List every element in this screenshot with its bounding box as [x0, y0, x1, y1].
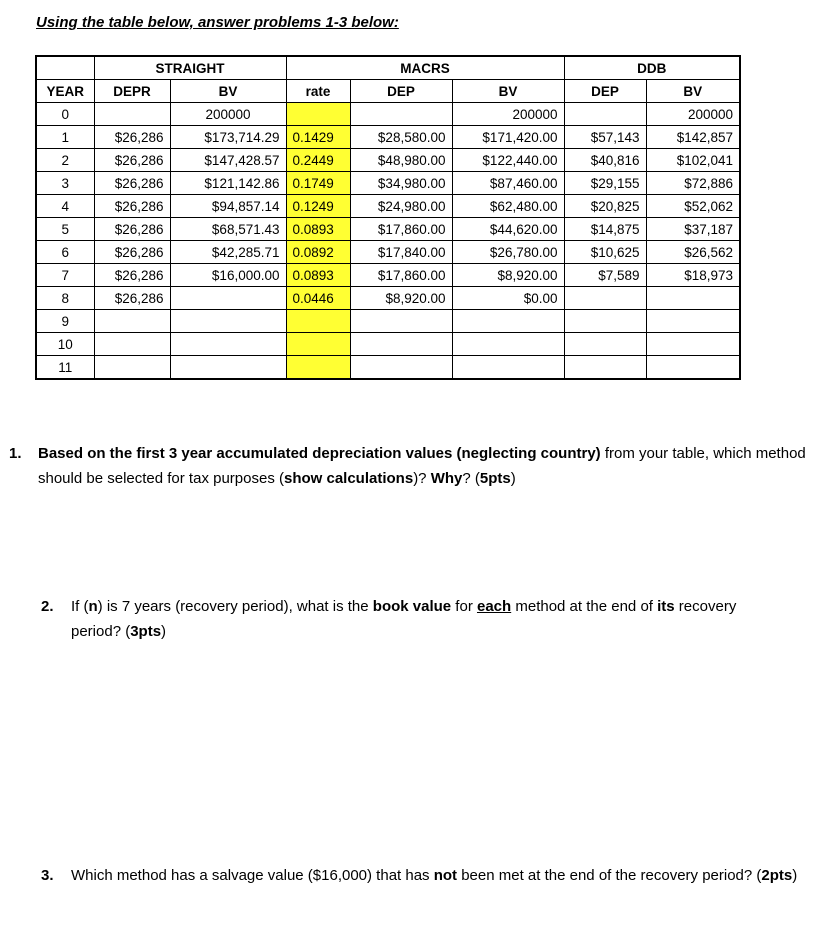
cell-ddb-dep: $10,625 — [564, 241, 646, 264]
question-2-run: ) is 7 years (recovery period), what is the — [97, 598, 373, 615]
cell-ddb-dep: $20,825 — [564, 195, 646, 218]
cell-macrs-bv: $122,440.00 — [452, 149, 564, 172]
cell-macrs-dep: $24,980.00 — [350, 195, 452, 218]
cell-macrs-rate — [286, 103, 350, 126]
cell-macrs-rate: 0.1429 — [286, 126, 350, 149]
cell-ddb-bv — [646, 333, 740, 356]
question-3-run: 2pts — [761, 867, 793, 884]
cell-macrs-dep — [350, 310, 452, 333]
cell-ddb-bv: $37,187 — [646, 218, 740, 241]
cell-year: 6 — [36, 241, 94, 264]
question-3-run: not — [433, 867, 458, 884]
cell-year: 0 — [36, 103, 94, 126]
cell-ddb-bv: 200000 — [646, 103, 740, 126]
question-1-run: ? ( — [462, 470, 480, 487]
header-straight-depr: DEPR — [94, 80, 170, 103]
cell-straight-depr: $26,286 — [94, 195, 170, 218]
question-1-run: )? — [413, 470, 431, 487]
cell-macrs-rate — [286, 310, 350, 333]
cell-macrs-rate: 0.0446 — [286, 287, 350, 310]
cell-straight-depr: $26,286 — [94, 241, 170, 264]
group-straight: STRAIGHT — [94, 56, 286, 80]
header-straight-bv: BV — [170, 80, 286, 103]
table-row — [36, 126, 740, 149]
header-ddb-bv: BV — [646, 80, 740, 103]
question-2-number: 2. — [41, 598, 54, 615]
table-row — [36, 310, 740, 333]
cell-macrs-rate: 0.1249 — [286, 195, 350, 218]
cell-year: 8 — [36, 287, 94, 310]
cell-macrs-bv: $171,420.00 — [452, 126, 564, 149]
cell-macrs-dep: $17,860.00 — [350, 218, 452, 241]
table-row — [36, 264, 740, 287]
header-year: YEAR — [36, 80, 94, 103]
cell-straight-bv — [170, 287, 286, 310]
group-macrs: MACRS — [286, 56, 564, 80]
cell-macrs-bv — [452, 310, 564, 333]
cell-ddb-bv: $102,041 — [646, 149, 740, 172]
cell-straight-bv — [170, 310, 286, 333]
question-2-run: book value — [372, 598, 452, 615]
question-3-number: 3. — [41, 867, 54, 884]
question-2-run: its — [657, 598, 675, 615]
question-3 — [41, 863, 801, 888]
question-3-run: Which method has a salvage value ($16,000) that has — [71, 867, 434, 884]
cell-year: 5 — [36, 218, 94, 241]
cell-macrs-bv: $87,460.00 — [452, 172, 564, 195]
question-2-run: 3pts — [130, 623, 162, 640]
cell-macrs-dep — [350, 333, 452, 356]
question-1-run: from your table, which method should be selected for tax purposes ( — [38, 445, 806, 487]
cell-year: 11 — [36, 356, 94, 380]
cell-straight-bv — [170, 356, 286, 380]
header-macrs-rate: rate — [286, 80, 350, 103]
cell-ddb-bv: $72,886 — [646, 172, 740, 195]
cell-straight-depr: $26,286 — [94, 287, 170, 310]
question-2-run: ) — [161, 623, 167, 640]
cell-year: 1 — [36, 126, 94, 149]
table-row — [36, 333, 740, 356]
header-macrs-dep: DEP — [350, 80, 452, 103]
cell-straight-depr: $26,286 — [94, 218, 170, 241]
cell-straight-depr: $26,286 — [94, 264, 170, 287]
cell-straight-bv: $94,857.14 — [170, 195, 286, 218]
cell-straight-depr — [94, 333, 170, 356]
cell-year: 9 — [36, 310, 94, 333]
group-ddb: DDB — [564, 56, 740, 80]
cell-ddb-dep — [564, 356, 646, 380]
cell-straight-bv — [170, 333, 286, 356]
question-1-run: 5pts — [479, 470, 511, 487]
cell-straight-depr — [94, 103, 170, 126]
cell-straight-depr: $26,286 — [94, 172, 170, 195]
question-2-run: If ( — [71, 598, 89, 615]
cell-macrs-dep: $28,580.00 — [350, 126, 452, 149]
question-2-run: for — [451, 598, 477, 615]
cell-macrs-bv: $44,620.00 — [452, 218, 564, 241]
cell-straight-bv: $16,000.00 — [170, 264, 286, 287]
cell-macrs-dep — [350, 356, 452, 380]
question-3-run: ) — [792, 867, 798, 884]
question-1-text — [9, 441, 809, 491]
cell-ddb-dep: $40,816 — [564, 149, 646, 172]
instruction-heading: Using the table below, answer problems 1-3 below: — [36, 14, 399, 31]
cell-ddb-bv: $18,973 — [646, 264, 740, 287]
cell-year: 7 — [36, 264, 94, 287]
cell-macrs-dep: $17,860.00 — [350, 264, 452, 287]
question-3-text — [41, 863, 801, 888]
cell-ddb-bv: $52,062 — [646, 195, 740, 218]
table-row — [36, 218, 740, 241]
cell-year: 2 — [36, 149, 94, 172]
cell-macrs-bv — [452, 356, 564, 380]
cell-ddb-bv — [646, 356, 740, 380]
cell-ddb-dep — [564, 310, 646, 333]
cell-ddb-dep — [564, 103, 646, 126]
cell-straight-bv: $68,571.43 — [170, 218, 286, 241]
cell-macrs-dep: $17,840.00 — [350, 241, 452, 264]
question-2-run: recovery period? ( — [71, 598, 737, 640]
cell-straight-depr: $26,286 — [94, 126, 170, 149]
cell-ddb-dep: $7,589 — [564, 264, 646, 287]
cell-straight-bv: $147,428.57 — [170, 149, 286, 172]
cell-ddb-dep — [564, 333, 646, 356]
question-2-underlined-run: each — [476, 598, 512, 615]
cell-straight-bv: 200000 — [170, 103, 286, 126]
cell-macrs-dep: $48,980.00 — [350, 149, 452, 172]
cell-macrs-bv: $62,480.00 — [452, 195, 564, 218]
question-1-number: 1. — [9, 445, 22, 462]
table-row — [36, 356, 740, 380]
cell-ddb-bv — [646, 287, 740, 310]
column-header-row — [36, 80, 740, 103]
cell-straight-bv: $173,714.29 — [170, 126, 286, 149]
cell-ddb-bv — [646, 310, 740, 333]
question-2-run: method at the end of — [511, 598, 658, 615]
cell-macrs-dep: $8,920.00 — [350, 287, 452, 310]
cell-macrs-rate — [286, 356, 350, 380]
cell-macrs-bv: $0.00 — [452, 287, 564, 310]
cell-straight-depr — [94, 356, 170, 380]
cell-macrs-rate: 0.0893 — [286, 218, 350, 241]
cell-ddb-bv: $26,562 — [646, 241, 740, 264]
table-row — [36, 241, 740, 264]
cell-macrs-rate: 0.0892 — [286, 241, 350, 264]
cell-ddb-bv: $142,857 — [646, 126, 740, 149]
question-1-run: ) — [510, 470, 516, 487]
question-1-run: Based on the first 3 year accumulated depreciation values (neglecting country) — [38, 445, 601, 462]
depreciation-table — [35, 55, 741, 380]
cell-macrs-dep — [350, 103, 452, 126]
cell-straight-depr — [94, 310, 170, 333]
cell-macrs-bv: 200000 — [452, 103, 564, 126]
question-2-run: n — [88, 598, 98, 615]
table-row — [36, 149, 740, 172]
cell-macrs-dep: $34,980.00 — [350, 172, 452, 195]
cell-straight-bv: $42,285.71 — [170, 241, 286, 264]
question-2-run — [477, 598, 511, 615]
cell-macrs-rate: 0.2449 — [286, 149, 350, 172]
cell-year: 4 — [36, 195, 94, 218]
table-row — [36, 103, 740, 126]
cell-ddb-dep: $14,875 — [564, 218, 646, 241]
header-ddb-dep: DEP — [564, 80, 646, 103]
cell-straight-depr: $26,286 — [94, 149, 170, 172]
question-1-run: Why — [430, 470, 463, 487]
cell-macrs-rate — [286, 333, 350, 356]
table-row — [36, 287, 740, 310]
group-header-row — [36, 56, 740, 80]
cell-macrs-rate: 0.1749 — [286, 172, 350, 195]
cell-ddb-dep: $29,155 — [564, 172, 646, 195]
cell-straight-bv: $121,142.86 — [170, 172, 286, 195]
cell-ddb-dep — [564, 287, 646, 310]
cell-year: 10 — [36, 333, 94, 356]
question-3-run: been met at the end of the recovery period? ( — [457, 867, 762, 884]
question-1-run: show calculations — [283, 470, 414, 487]
table-row — [36, 195, 740, 218]
cell-macrs-rate: 0.0893 — [286, 264, 350, 287]
question-2 — [41, 594, 761, 644]
cell-macrs-bv: $8,920.00 — [452, 264, 564, 287]
table-row — [36, 172, 740, 195]
group-year-spacer — [36, 56, 94, 80]
question-1 — [9, 441, 809, 491]
cell-macrs-bv — [452, 333, 564, 356]
question-2-text — [41, 594, 761, 644]
header-macrs-bv: BV — [452, 80, 564, 103]
cell-year: 3 — [36, 172, 94, 195]
cell-ddb-dep: $57,143 — [564, 126, 646, 149]
cell-macrs-bv: $26,780.00 — [452, 241, 564, 264]
